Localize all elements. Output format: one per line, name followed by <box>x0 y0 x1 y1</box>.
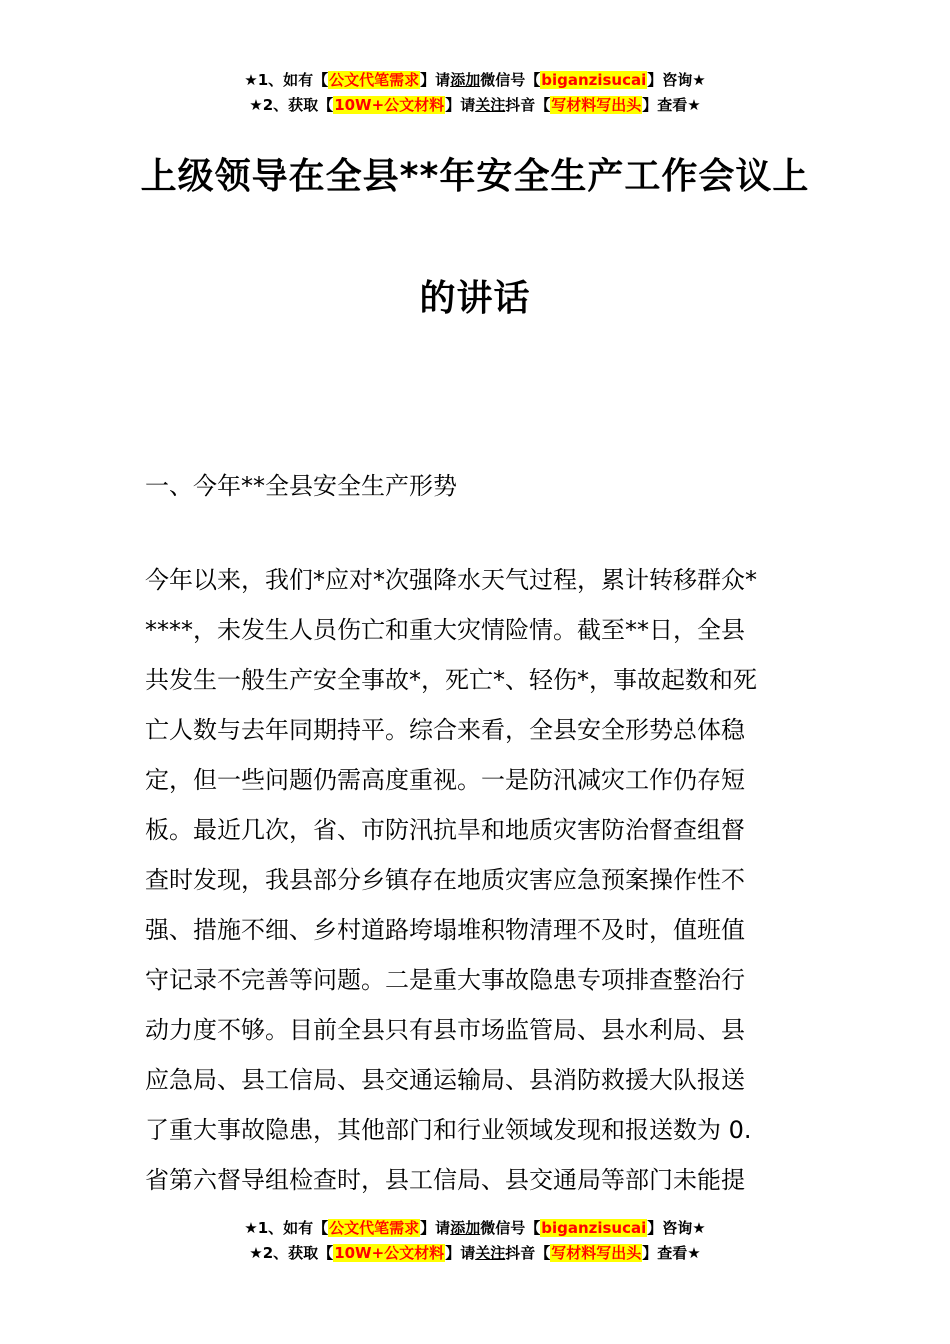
promo-highlight: 公文代笔需求 <box>329 1219 420 1237</box>
body-line: 动力度不够。目前全县只有县市场监管局、县水利局、县 <box>145 1016 745 1044</box>
promo-text: 微信号【 <box>480 1219 541 1237</box>
section-heading: 一、今年**全县安全生产形势 <box>145 472 457 500</box>
body-line: 守记录不完善等问题。二是重大事故隐患专项排查整治行 <box>145 966 745 994</box>
promo-text: 】请 <box>445 1244 476 1262</box>
promo-text: ★1、如有【 <box>244 71 329 89</box>
promo-emphasis: 添加 <box>450 71 481 89</box>
body-line: ****，未发生人员伤亡和重大灾情险情。截至**日，全县 <box>145 616 745 644</box>
promo-banner-top <box>0 68 950 118</box>
promo-text: 抖音【 <box>505 1244 551 1262</box>
body-line: 应急局、县工信局、县交通运输局、县消防救援大队报送 <box>145 1066 745 1094</box>
document-title-line-1: 上级领导在全县**年安全生产工作会议上 <box>140 156 810 197</box>
promo-text: ★2、获取【 <box>249 1244 334 1262</box>
body-line: 查时发现，我县部分乡镇存在地质灾害应急预案操作性不 <box>145 866 745 894</box>
promo-text: 】请 <box>420 71 451 89</box>
promo-text: ★1、如有【 <box>244 1219 329 1237</box>
body-line: 省第六督导组检查时，县工信局、县交通局等部门未能提 <box>145 1166 745 1194</box>
promo-banner-bottom <box>0 1216 950 1266</box>
promo-highlight: 10W+公文材料 <box>334 96 445 114</box>
body-paragraph <box>145 555 810 1205</box>
promo-text: 】请 <box>420 1219 451 1237</box>
promo-text: 】请 <box>445 96 476 114</box>
promo-text: 】咨询★ <box>647 1219 706 1237</box>
promo-highlight: 10W+公文材料 <box>334 1244 445 1262</box>
promo-line-1 <box>0 68 950 93</box>
promo-text: 微信号【 <box>480 71 541 89</box>
promo-text: ★2、获取【 <box>249 96 334 114</box>
promo-highlight: 公文代笔需求 <box>329 71 420 89</box>
document-title-line-2: 的讲话 <box>419 278 531 319</box>
promo-highlight: biganzisucai <box>541 71 647 89</box>
promo-text: 】咨询★ <box>647 71 706 89</box>
body-line: 亡人数与去年同期持平。综合来看，全县安全形势总体稳 <box>145 716 745 744</box>
promo-highlight: 写材料写出头 <box>551 1244 642 1262</box>
promo-emphasis: 添加 <box>450 1219 481 1237</box>
promo-highlight: 写材料写出头 <box>551 96 642 114</box>
promo-emphasis: 关注 <box>475 96 506 114</box>
body-line: 强、措施不细、乡村道路垮塌堆积物清理不及时，值班值 <box>145 916 745 944</box>
body-line: 定，但一些问题仍需高度重视。一是防汛减灾工作仍存短 <box>145 766 745 794</box>
promo-highlight: biganzisucai <box>541 1219 647 1237</box>
promo-line-2 <box>0 93 950 118</box>
promo-text: 】查看★ <box>642 96 701 114</box>
body-line: 共发生一般生产安全事故*，死亡*、轻伤*，事故起数和死 <box>145 666 757 694</box>
body-line: 了重大事故隐患，其他部门和行业领域发现和报送数为 0. <box>145 1116 752 1144</box>
body-line: 今年以来，我们*应对*次强降水天气过程，累计转移群众* <box>145 566 757 594</box>
promo-text: 】查看★ <box>642 1244 701 1262</box>
body-line: 板。最近几次，省、市防汛抗旱和地质灾害防治督查组督 <box>145 816 745 844</box>
promo-line-1 <box>0 1216 950 1241</box>
promo-text: 抖音【 <box>505 96 551 114</box>
promo-line-2 <box>0 1241 950 1266</box>
promo-emphasis: 关注 <box>475 1244 506 1262</box>
